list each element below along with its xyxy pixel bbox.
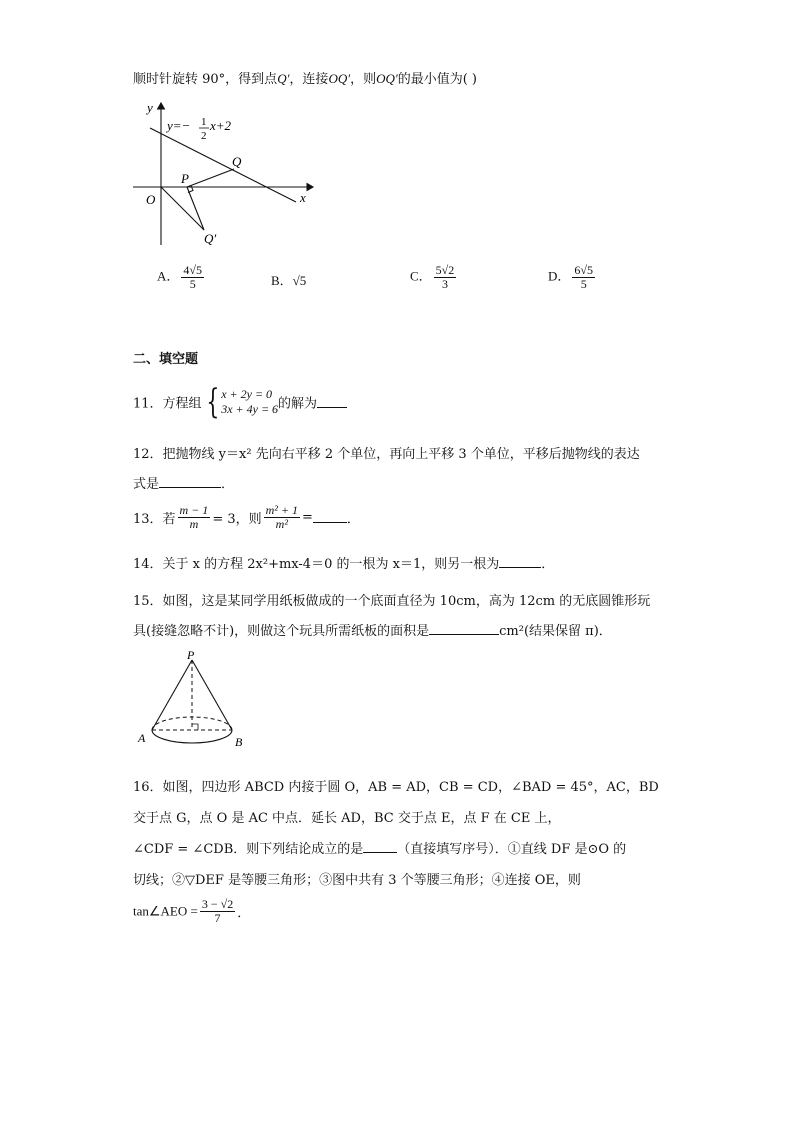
option-a-letter: A． [157, 268, 180, 284]
q11: 11．方程组 { x + 2y = 0 3x + 4y = 6 的解为 [133, 387, 347, 417]
point-qprime-label: Q′ [204, 231, 217, 246]
q10-stem-a: 顺时针旋转 90°，得到点 [133, 72, 278, 87]
q16-tan-pre: tan∠AEO = [133, 903, 198, 919]
line-graph [150, 128, 296, 202]
line-label-b: x+2 [210, 118, 232, 133]
q13-post: = [301, 510, 313, 525]
segment-oqprime [161, 187, 204, 230]
y-axis-label: y [147, 100, 153, 115]
option-d-den: 5 [580, 277, 587, 291]
option-b-letter: B． [271, 273, 293, 288]
option-c-den: 3 [441, 277, 448, 291]
option-a-den: 5 [189, 277, 196, 291]
q16-tan-den: 7 [214, 911, 221, 925]
q12-line2: 式是 ． [133, 477, 235, 492]
q15-line2 [133, 620, 612, 639]
line-label-a: y=− [167, 118, 191, 133]
cone-figure [135, 650, 250, 750]
q16-line3a: ∠CDF = ∠CDB．则下列结论成立的是 [133, 842, 364, 857]
q10-oq2: OQ′ [376, 71, 398, 86]
q14-text: 14．关于 x 的方程 2x²+mx-4＝0 的一根为 x＝1，则另一根为 [133, 557, 500, 572]
q10-qprime: Q′ [277, 71, 290, 86]
point-q-label: Q [232, 154, 242, 169]
q12-answer-blank[interactable] [159, 477, 221, 488]
q16-line3b: （直接填写序号）．①直线 DF 是⊙O 的 [397, 842, 627, 857]
q11-answer-blank[interactable] [317, 397, 347, 408]
q13-frac1-den: m [189, 517, 199, 531]
q13-mid: = 3，则 [212, 512, 262, 527]
x-axis-label: x [300, 190, 306, 205]
q10-stem-b: ，连接 [289, 72, 329, 87]
q13: 13．若 $\frac{m - 1}{m}$ = 3，则 $\frac{\text{m² + 1}}{\text{m²}}$ = ． [133, 503, 360, 531]
segment-pq [187, 169, 234, 187]
option-a[interactable] [157, 264, 206, 291]
q10-stem-d: 的最小值为( ) [397, 72, 477, 87]
q15-line2a: 具(接缝忽略不计)，则做这个玩具所需纸板的面积是 [133, 624, 430, 639]
q16-tan-post: ． [237, 906, 251, 921]
q13-answer-blank[interactable] [313, 512, 347, 523]
q16-line4: 切线；②▽DEF 是等腰三角形；③图中共有 3 个等腰三角形；④连接 OE，则 [133, 873, 581, 888]
q11-num: 11．方程组 [133, 396, 202, 412]
q16-tan-num: 3 − √2 [201, 897, 234, 911]
cone-edge-left [152, 660, 192, 730]
q13-frac1-num: m − 1 [179, 503, 209, 517]
q11-eq1: x + 2y = 0 [221, 387, 273, 401]
segment-pqprime [187, 187, 204, 230]
q15-line2b: cm²(结果保留 π)． [499, 624, 612, 639]
line-frac-num: 1 [201, 116, 207, 128]
option-c-num: 5√2 [435, 263, 455, 277]
option-d[interactable] [548, 264, 597, 291]
origin-label: O [146, 192, 156, 207]
q10-stem [133, 68, 477, 87]
q12-line2-text: 式是 [133, 477, 160, 492]
q16-line2: 交于点 G，点 O 是 AC 中点．延长 AD，BC 交于点 E，点 F 在 CE 上， [133, 811, 561, 826]
q12-line1: 12．把抛物线 y＝x² 先向右平移 2 个单位，再向上平移 3 个单位，平移后抛物线的表达 [133, 447, 640, 462]
option-b[interactable] [271, 270, 306, 289]
q10-coordinate-graph [130, 95, 330, 255]
q13-frac2-num: m² + 1 [265, 503, 298, 517]
q13-frac2-den: m² [275, 517, 288, 531]
cone-base-front [152, 730, 232, 743]
q16-line3 [133, 838, 626, 857]
option-c-letter: C． [410, 268, 432, 284]
option-d-num: 6√5 [574, 263, 593, 277]
option-d-letter: D． [548, 268, 571, 284]
point-p-label: P [181, 171, 189, 186]
cone-point-p: P [187, 650, 195, 662]
q15-answer-blank[interactable] [429, 624, 499, 635]
option-b-value: √5 [292, 273, 307, 288]
section-heading: 二、填空题 [133, 352, 199, 367]
option-c[interactable] [410, 264, 458, 291]
line-frac-den: 2 [201, 130, 207, 142]
q16-tan [133, 898, 250, 925]
q11-eq2: 3x + 4y = 6 [221, 402, 279, 416]
q10-stem-c: ，则 [350, 72, 377, 87]
q15-line1: 15．如图，这是某同学用纸板做成的一个底面直径为 10cm，高为 12cm 的无底圆锥形玩 [133, 594, 651, 609]
cone-point-b: B [235, 735, 243, 749]
q16-line1: 16．如图，四边形 ABCD 内接于圆 O，AB = AD，CB = CD，∠BAD = 45°，AC，BD [133, 780, 659, 795]
q14-answer-blank[interactable] [499, 557, 541, 568]
q13-pre: 13．若 [133, 512, 176, 527]
q14: 14．关于 x 的方程 2x²+mx-4＝0 的一根为 x＝1，则另一根为 ． [133, 557, 555, 572]
cone-point-a: A [138, 731, 146, 745]
q10-oq1: OQ′ [328, 71, 351, 86]
option-a-num: 4√5 [183, 263, 202, 277]
q16-answer-blank[interactable] [363, 842, 397, 853]
q11-tail: 的解为 [278, 396, 318, 412]
cone-edge-right [192, 660, 232, 730]
